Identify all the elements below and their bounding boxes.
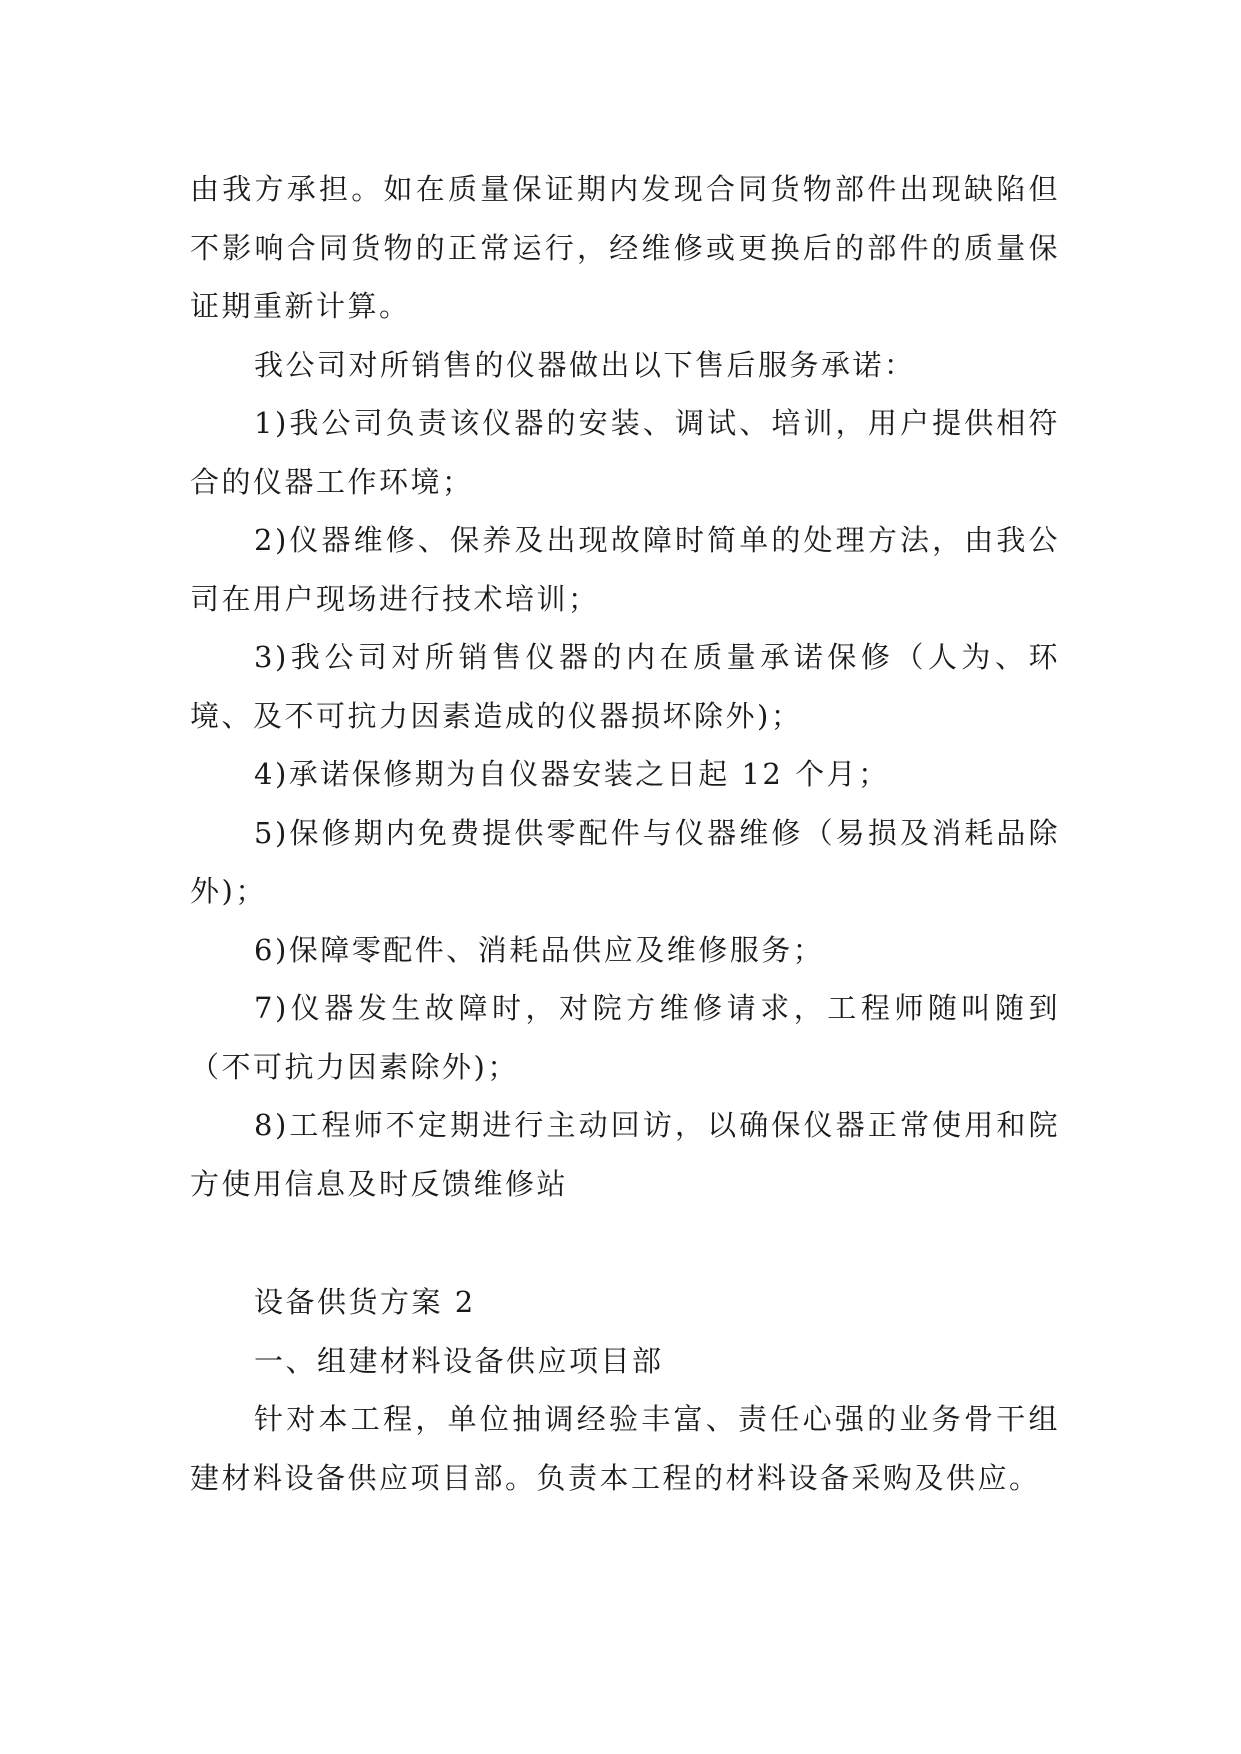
- subsection-heading: 一、组建材料设备供应项目部: [254, 1343, 664, 1378]
- paragraph-warranty-continued: 由我方承担。如在质量保证期内发现合同货物部件出现缺陷但不影响合同货物的正常运行，经维修或更换后的部件的质量保证期重新计算。: [190, 172, 1060, 323]
- list-item-5: 5)保修期内免费提供零配件与仪器维修（易损及消耗品除外)；: [190, 815, 1060, 908]
- list-item-6: 6)保障零配件、消耗品供应及维修服务；: [254, 932, 825, 967]
- document-body: [190, 160, 1060, 1507]
- list-item-1: 1)我公司负责该仪器的安装、调试、培训，用户提供相符合的仪器工作环境；: [190, 406, 1060, 499]
- section-title: 设备供货方案 2: [254, 1285, 476, 1319]
- list-item-2: 2)仪器维修、保养及出现故障时简单的处理方法，由我公司在用户现场进行技术培训；: [190, 523, 1060, 616]
- list-item-3: 3)我公司对所销售仪器的内在质量承诺保修（人为、环境、及不可抗力因素造成的仪器损坏除外)；: [190, 640, 1060, 733]
- list-item-7: 7)仪器发生故障时，对院方维修请求，工程师随叫随到（不可抗力因素除外)；: [190, 991, 1060, 1084]
- paragraph-service-commitment-intro: 我公司对所销售的仪器做出以下售后服务承诺：: [254, 347, 916, 382]
- list-item-4: 4)承诺保修期为自仪器安装之日起 12 个月；: [254, 757, 890, 791]
- list-item-8: 8)工程师不定期进行主动回访，以确保仪器正常使用和院方使用信息及时反馈维修站: [190, 1108, 1060, 1201]
- paragraph-project-department: 针对本工程，单位抽调经验丰富、责任心强的业务骨干组建材料设备供应项目部。负责本工程的材料设备采购及供应。: [190, 1402, 1060, 1495]
- section-spacer: [190, 1213, 1060, 1273]
